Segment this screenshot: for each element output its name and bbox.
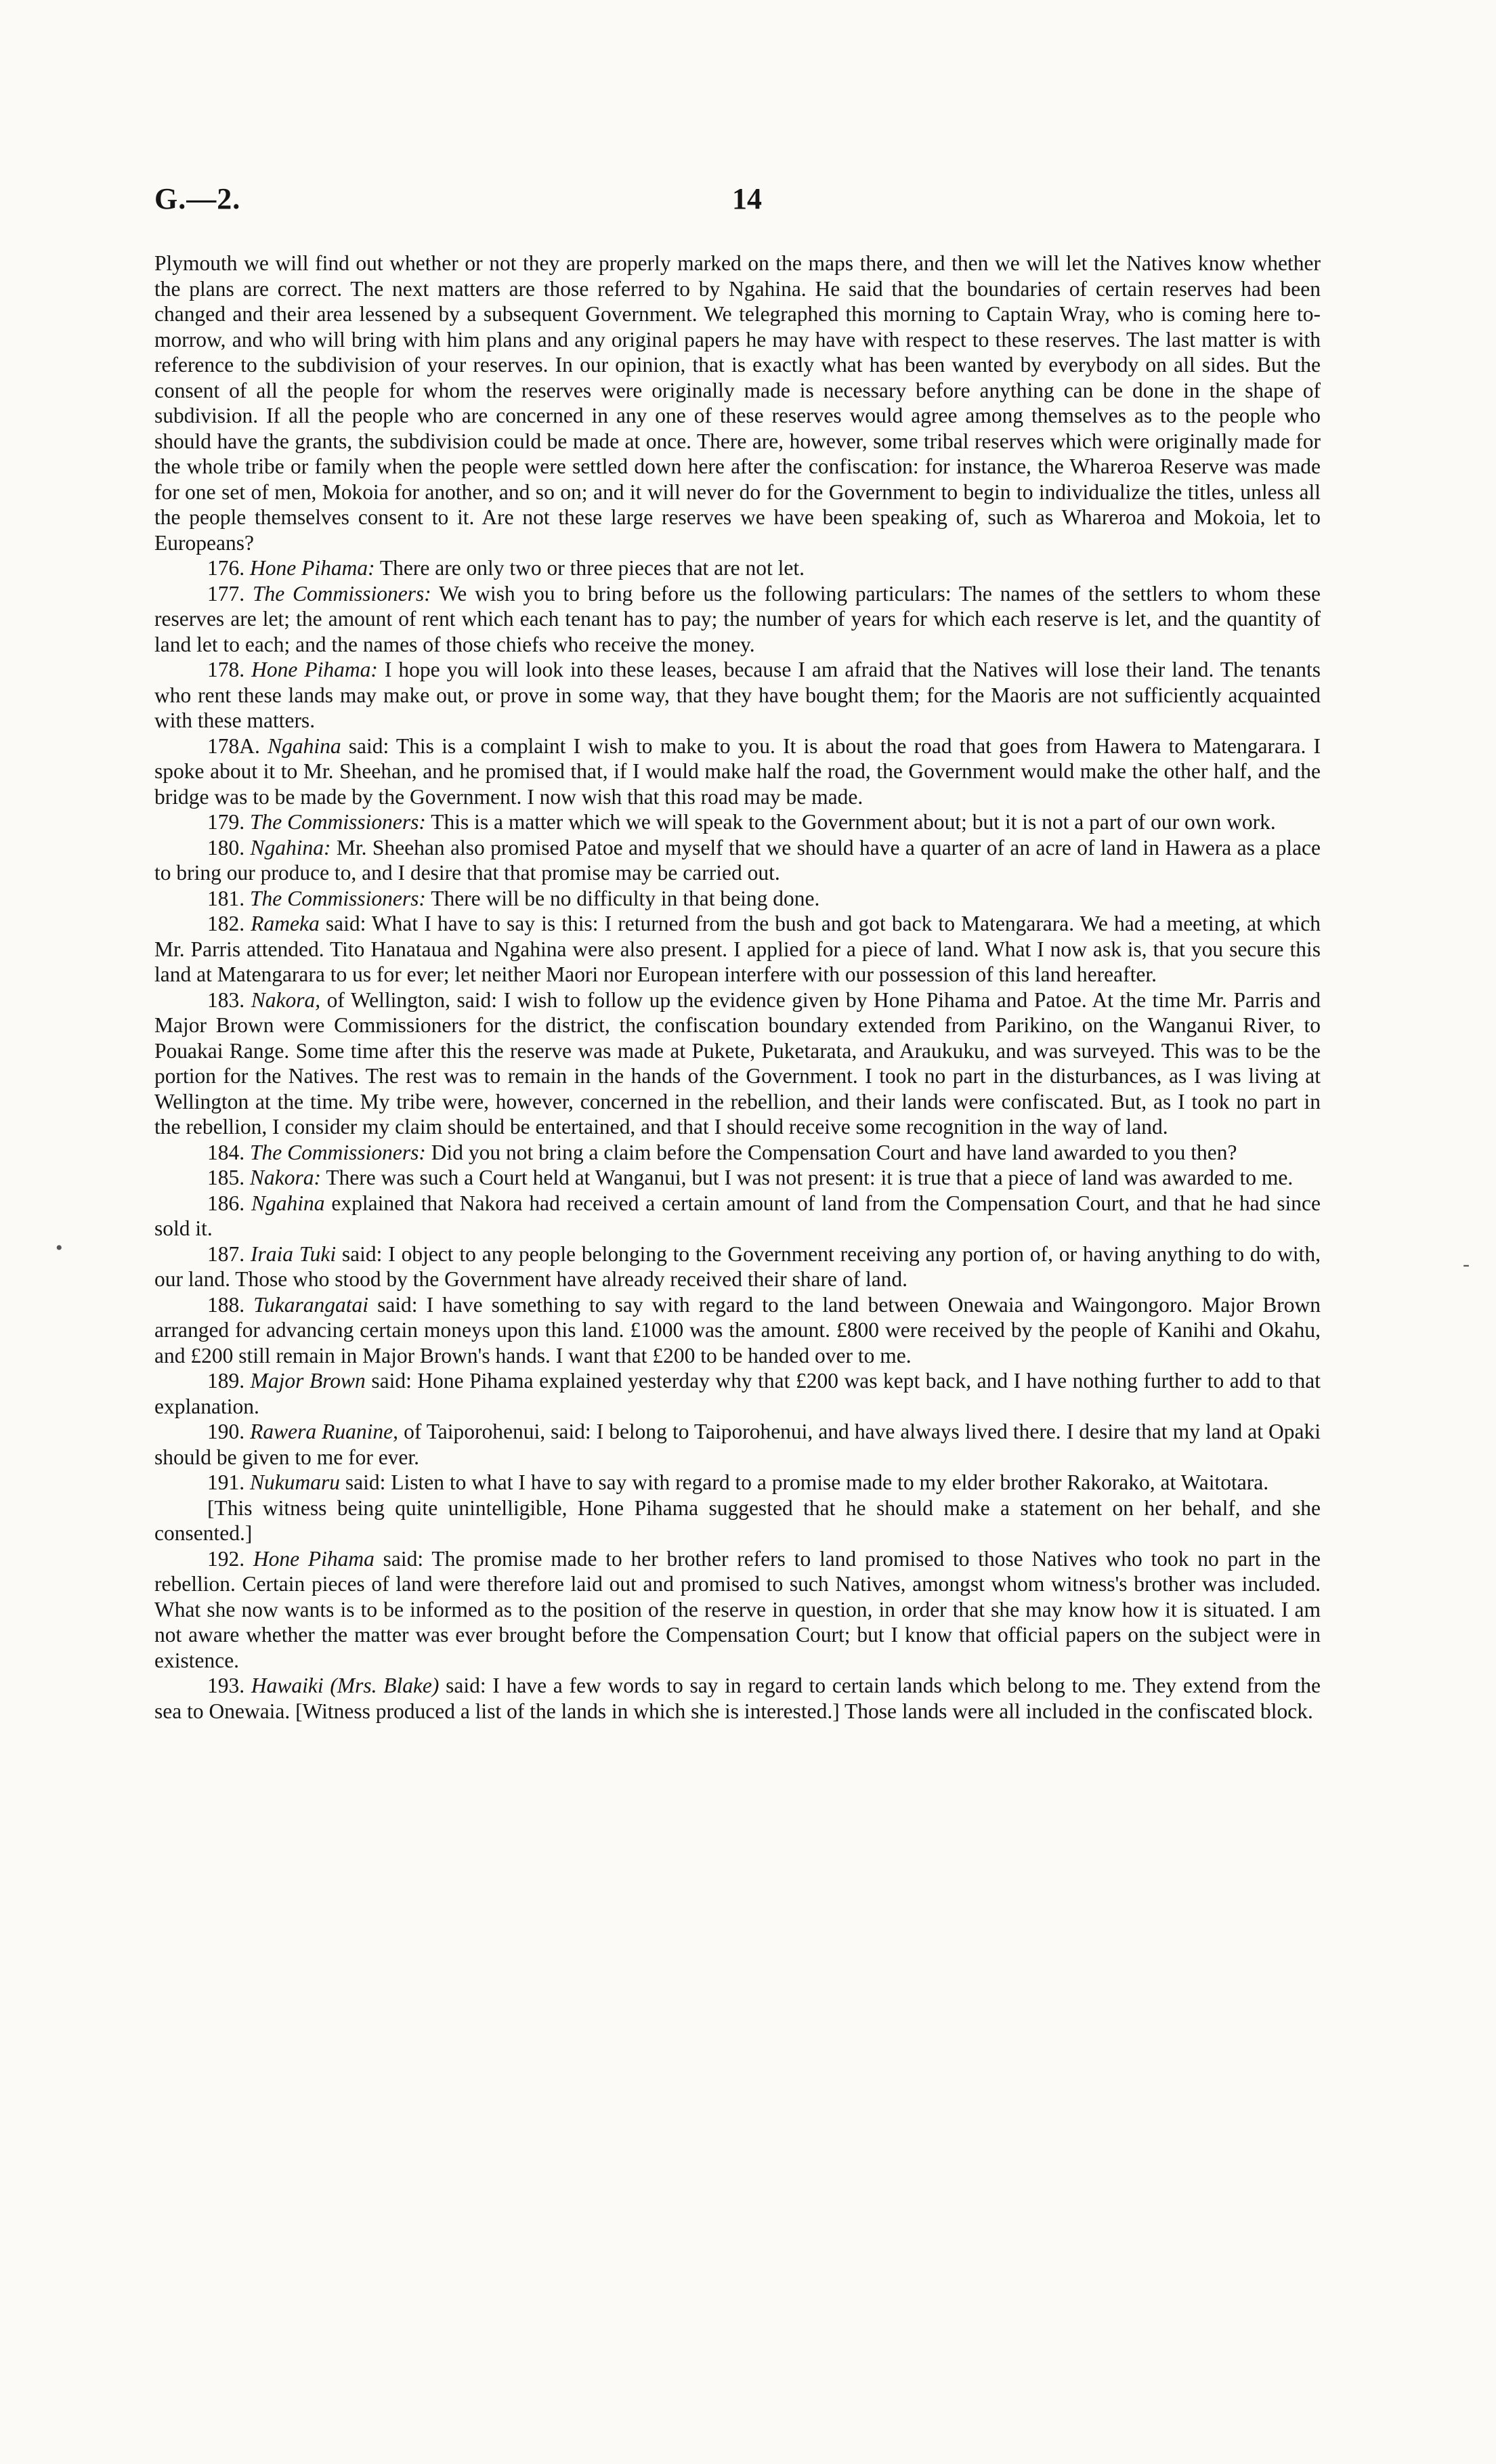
speaker-name: Hone Pihama:	[251, 658, 378, 681]
speaker-name: Ngahina	[251, 1191, 325, 1215]
speaker-name: Hone Pihama:	[250, 556, 375, 580]
margin-tick-mark: ‐	[1463, 1253, 1470, 1275]
paragraph-184: 184. The Commissioners: Did you not bring a claim before the Compensation Court and have land awarded to you then?	[207, 1140, 1237, 1164]
paragraph-193: 193. Hawaiki (Mrs. Blake) said: I have a few words to say in regard to certain lands which belong to me. They extend from the sea to Onewaia. [Witness produced a list of the lands in which she is interested.] Those lands were all included in the confiscated block.	[154, 1674, 1321, 1723]
speaker-name: Rawera Ruanine,	[250, 1420, 399, 1443]
body-text	[154, 251, 1321, 1724]
paragraph-179: 179. The Commissioners: This is a matter which we will speak to the Government about; but it is not a part of our own work.	[207, 810, 1276, 834]
speaker-name: Ngahina	[268, 734, 341, 758]
speaker-name: Nakora:	[250, 1166, 321, 1189]
paragraph-continuation: Plymouth we will find out whether or not they are properly marked on the maps there, and then we will let the Natives know whether the plans are correct. The next matters are those referred to by Ngahina. He said that the boundaries of certain reserves had been changed and their area lessened by a subsequent Government. We telegraphed this morning to Captain Wray, who is coming here to-morrow, and who will bring with him plans and any original papers he may have with respect to these reserves. The last matter is with reference to the subdivision of your reserves. In our opinion, that is exactly what has been wanted by everybody on all sides. But the consent of all the people for whom the reserves were originally made is necessary before anything can be done in the shape of subdivision. If all the people who are concerned in any one of these reserves would agree among themselves as to the people who should have the grants, the subdivision could be made at once. There are, however, some tribal reserves which were originally made for the whole tribe or family when the people were settled down here after the confiscation: for instance, the Whareroa Reserve was made for one set of men, Mokoia for another, and so on; and it will never do for the Government to begin to individualize the titles, unless all the people themselves consent to it. Are not these large reserves we have been speaking of, such as Whareroa and Mokoia, let to Europeans?	[154, 251, 1321, 555]
page-header	[154, 182, 1387, 222]
paragraph-192: 192. Hone Pihama said: The promise made to her brother refers to land promised to those Natives who took no part in the rebellion. Certain pieces of land were therefore laid out and promised to such Natives, amongst whom witness's brother was included. What she now wants is to be informed as to the position of the reserve in question, in order that she may know how it is situated. I am not aware whether the matter was ever brought before the Compensation Court; but I know that official papers on the subject were in existence.	[154, 1546, 1321, 1672]
paragraph-180: 180. Ngahina: Mr. Sheehan also promised Patoe and myself that we should have a quarter of an acre of land in Hawera as a place to bring our produce to, and I desire that that promise may be carried out.	[154, 835, 1321, 885]
document-reference: G.—2.	[154, 182, 241, 215]
speaker-name: Tukarangatai	[253, 1292, 368, 1317]
margin-dot-mark: •	[56, 1237, 63, 1259]
speaker-name: Nukumaru	[250, 1470, 340, 1494]
paragraph-183: 183. Nakora, of Wellington, said: I wish to follow up the evidence given by Hone Pihama and Patoe. At the time Mr. Parris and Major Brown were Commissioners for the district, the confiscation boundary extended from Parikino, on the Wanganui River, to Pouakai Range. Some time after this the reserve was made at Pukete, Puketarata, and Araukuku, and was surveyed. This was to be the portion for the Natives. The rest was to remain in the hands of the Government. I took no part in the disturbances, as I was living at Wellington at the time. My tribe were, however, concerned in the rebellion, and their lands were confiscated. But, as I took no part in the rebellion, I consider my claim should be entertained, and that I should receive some recognition in the way of land.	[154, 987, 1321, 1139]
speaker-name: The Commissioners:	[250, 886, 426, 910]
paragraph-178: 178. Hone Pihama: I hope you will look into these leases, because I am afraid that the Natives will lose their land. The tenants who rent these lands may make out, or prove in some way, that they have bought them; for the Maoris are not sufficiently acquainted with these matters.	[154, 658, 1321, 732]
speaker-name: The Commissioners:	[252, 581, 431, 606]
paragraph-188: 188. Tukarangatai said: I have something to say with regard to the land between Onewaia and Waingongoro. Major Brown arranged for advancing certain moneys upon this land. £1000 was the amount. £800 were received by the people of Kanihi and Okahu, and £200 still remain in Major Brown's hands. I want that £200 to be handed over to me.	[154, 1292, 1321, 1367]
paragraph-176: 176. Hone Pihama: There are only two or three pieces that are not let.	[207, 556, 805, 580]
speaker-name: The Commissioners:	[250, 1140, 426, 1164]
speaker-name: Ngahina:	[250, 835, 331, 859]
paragraph-186: 186. Ngahina explained that Nakora had received a certain amount of land from the Compensation Court, and that he had since sold it.	[154, 1191, 1321, 1240]
paragraph-189: 189. Major Brown said: Hone Pihama explained yesterday why that £200 was kept back, and I have nothing further to add to that explanation.	[154, 1369, 1321, 1418]
paragraph-185: 185. Nakora: There was such a Court held at Wanganui, but I was not present: it is true that a piece of land was awarded to me.	[207, 1166, 1294, 1189]
speaker-name: Major Brown	[250, 1369, 366, 1393]
paragraph-177: 177. The Commissioners: We wish you to bring before us the following particulars: The names of the settlers to whom these reserves are let; the amount of rent which each tenant has to pay; the number of years for which each reserve is let, and the quantity of land let to each; and the names of those chiefs who receive the money.	[154, 581, 1321, 656]
paragraph-178a: 178A. Ngahina said: This is a complaint I wish to make to you. It is about the road that goes from Hawera to Matengarara. I spoke about it to Mr. Sheehan, and he promised that, if I would make half the road, the Government would make the other half, and the bridge was to be made by the Government. I now wish that this road may be made.	[154, 734, 1321, 809]
speaker-name: Nakora,	[251, 987, 321, 1012]
speaker-name: Iraia Tuki	[250, 1241, 337, 1266]
paragraph-182: 182. Rameka said: What I have to say is this: I returned from the bush and got back to Matengarara. We had a meeting, at which Mr. Parris attended. Tito Hanataua and Ngahina were also present. I applied for a piece of land. What I now ask is, that you secure this land at Matengarara to us for ever; let neither Maori nor European interfere with our possession of this land hereafter.	[154, 912, 1321, 986]
speaker-name: Hone Pihama	[253, 1546, 375, 1571]
paragraph-191: 191. Nukumaru said: Listen to what I have to say with regard to a promise made to my elder brother Rakorako, at Waitotara.	[207, 1470, 1269, 1494]
speaker-name: The Commissioners:	[250, 810, 426, 834]
speaker-name: Hawaiki (Mrs. Blake)	[251, 1674, 440, 1697]
paragraph-187: 187. Iraia Tuki said: I object to any people belonging to the Government receiving any portion of, or having anything to do with, our land. Those who stood by the Government have already received their share of land.	[154, 1241, 1321, 1291]
paragraph-bracket-note: [This witness being quite unintelligible, Hone Pihama suggested that he should make a statement on her behalf, and she consented.]	[154, 1495, 1321, 1545]
paragraph-181: 181. The Commissioners: There will be no difficulty in that being done.	[207, 886, 820, 910]
page-number: 14	[732, 182, 762, 215]
paragraph-190: 190. Rawera Ruanine, of Taiporohenui, said: I belong to Taiporohenui, and have always lived there. I desire that my land at Opaki should be given to me for ever.	[154, 1420, 1321, 1469]
speaker-name: Rameka	[251, 912, 320, 935]
